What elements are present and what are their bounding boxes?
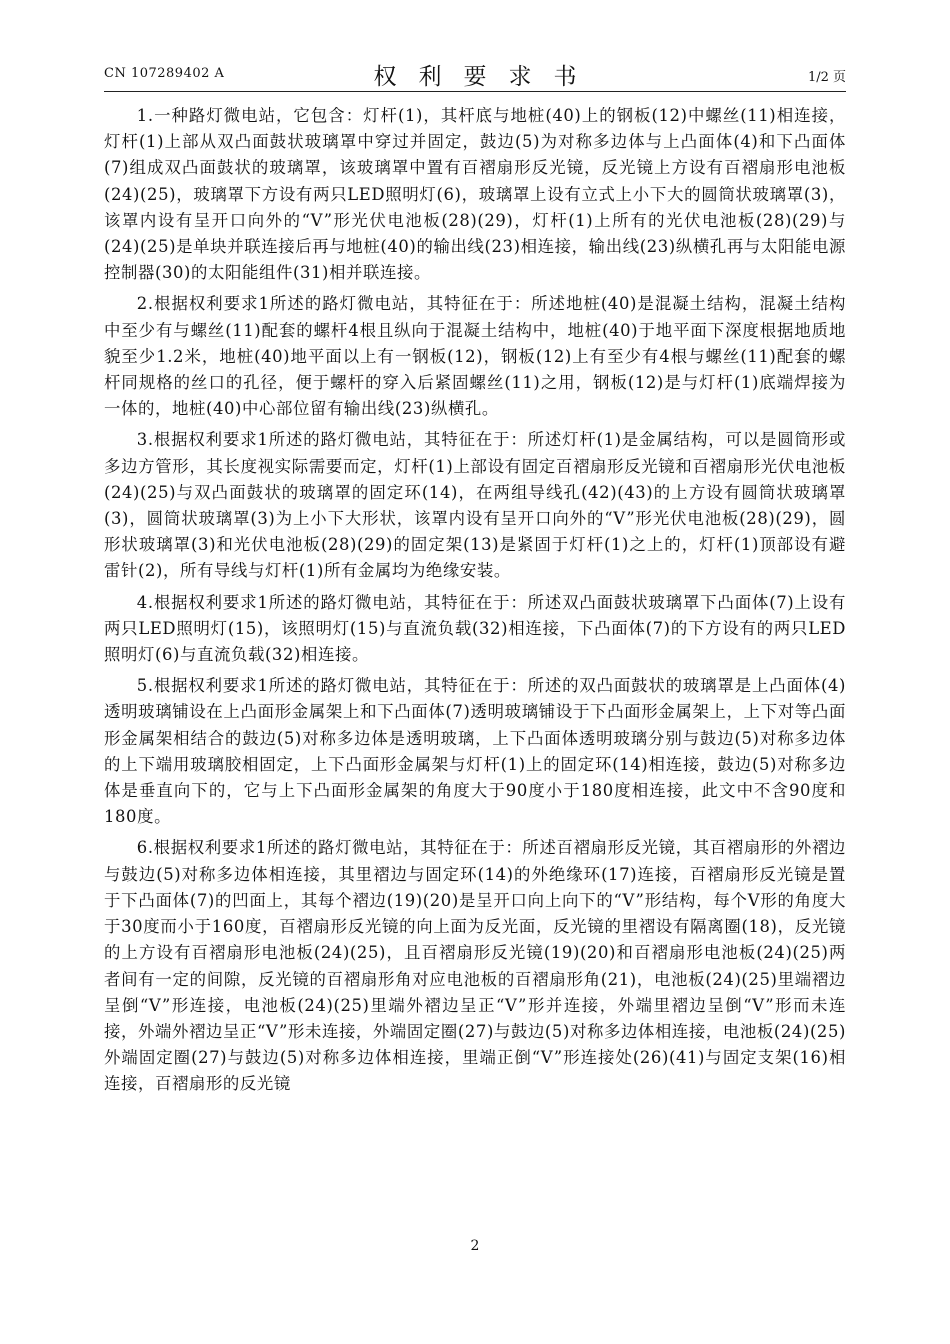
claim-3: 3.根据权利要求1所述的路灯微电站，其特征在于：所述灯杆(1)是金属结构，可以是圆筒形或多边方管形，其长度视实际需要而定，灯杆(1)上部设有固定百褶扇形反光镜和百褶扇形光伏电池板(24)(25)与双凸面鼓状的玻璃罩的固定环(14)，在两组导线孔(42)(43)的上方设有圆筒状玻璃罩(3)，圆筒状玻璃罩(3)为上小下大形状，该罩内设有呈开口向外的“V”形光伏电池板(28)(29)，圆形状玻璃罩(3)和光伏电池板(28)(29)的固定架(13)是紧固于灯杆(1)之上的，灯杆(1)顶部设有避雷针(2)，所有导线与灯杆(1)所有金属均为绝缘安装。 bbox=[104, 430, 846, 581]
claim-5: 5.根据权利要求1所述的路灯微电站，其特征在于：所述的双凸面鼓状的玻璃罩是上凸面体(4)透明玻璃铺设在上凸面形金属架上和下凸面体(7)透明玻璃铺设于下凸面形金属架上，上下对等凸面形金属架相结合的鼓边(5)对称多边体是透明玻璃，上下凸面体透明玻璃分别与鼓边(5)对称多边体的上下端用玻璃胶相固定，上下凸面形金属架与灯杆(1)上的固定环(14)相连接，鼓边(5)对称多边体是垂直向下的，它与上下凸面形金属架的角度大于90度小于180度相连接，此文中不含90度和180度。 bbox=[104, 676, 846, 827]
page-header bbox=[104, 56, 846, 90]
claim-1: 1.一种路灯微电站，它包含：灯杆(1)，其杆底与地桩(40)上的钢板(12)中螺丝(11)相连接，灯杆(1)上部从双凸面鼓状玻璃罩中穿过并固定，鼓边(5)为对称多边体与上凸面体(4)和下凸面体(7)组成双凸面鼓状的玻璃罩，该玻璃罩中置有百褶扇形反光镜，反光镜上方设有百褶扇形电池板(24)(25)，玻璃罩下方设有两只LED照明灯(6)，玻璃罩上设有立式上小下大的圆筒状玻璃罩(3)，该罩内设有呈开口向外的“V”形光伏电池板(28)(29)，灯杆(1)上所有的光伏电池板(28)(29)与(24)(25)是单块并联连接后再与地桩(40)的输出线(23)相连接，输出线(23)纵横孔再与太阳能电源控制器(30)的太阳能组件(31)相并联连接。 bbox=[104, 106, 846, 283]
page-indicator: 1/2 页 bbox=[807, 70, 846, 85]
claims-body bbox=[104, 103, 846, 1103]
claim-4: 4.根据权利要求1所述的路灯微电站，其特征在于：所述双凸面鼓状玻璃罩下凸面体(7)上设有两只LED照明灯(15)，该照明灯(15)与直流负载(32)相连接，下凸面体(7)的下方设有的两只LED照明灯(6)与直流负载(32)相连接。 bbox=[104, 592, 846, 665]
claim-2: 2.根据权利要求1所述的路灯微电站，其特征在于：所述地桩(40)是混凝土结构，混凝土结构中至少有与螺丝(11)配套的螺杆4根且纵向于混凝土结构中，地桩(40)于地平面下深度根据地质地貌至少1.2米，地桩(40)地平面以上有一钢板(12)，钢板(12)上有至少有4根与螺丝(11)配套的螺杆同规格的丝口的孔径，便于螺杆的穿入后紧固螺丝(11)之用，钢板(12)是与灯杆(1)底端焊接为一体的，地桩(40)中心部位留有输出线(23)纵横孔。 bbox=[104, 294, 846, 419]
header-rule bbox=[104, 91, 846, 92]
document-title: 权利要求书 bbox=[373, 64, 599, 90]
claim-6: 6.根据权利要求1所述的路灯微电站，其特征在于：所述百褶扇形反光镜，其百褶扇形的外褶边与鼓边(5)对称多边体相连接，其里褶边与固定环(14)的外绝缘环(17)连接，百褶扇形反光镜是置于下凸面体(7)的凹面上，其每个褶边(19)(20)是呈开口向上向下的“V”形结构，每个V形的角度大于30度而小于160度，百褶扇形反光镜的向上面为反光面，反光镜的里褶设有隔离圈(18)，反光镜的上方设有百褶扇形电池板(24)(25)，且百褶扇形反光镜(19)(20)和百褶扇形电池板(24)(25)两者间有一定的间隙，反光镜的百褶扇形角对应电池板的百褶扇形角(21)，电池板(24)(25)里端褶边呈倒“V”形连接，电池板(24)(25)里端外褶边呈正“V”形并连接，外端里褶边呈倒“V”形而未连接，外端外褶边呈正“V”形未连接，外端固定圈(27)与鼓边(5)对称多边体相连接，电池板(24)(25)外端固定圈(27)与鼓边(5)对称多边体相连接，里端正倒“V”形连接处(26)(41)与固定支架(16)相连接，百褶扇形的反光镜 bbox=[104, 838, 846, 1094]
publication-number: CN 107289402 A bbox=[104, 66, 225, 81]
page-number: 2 bbox=[470, 1238, 480, 1254]
